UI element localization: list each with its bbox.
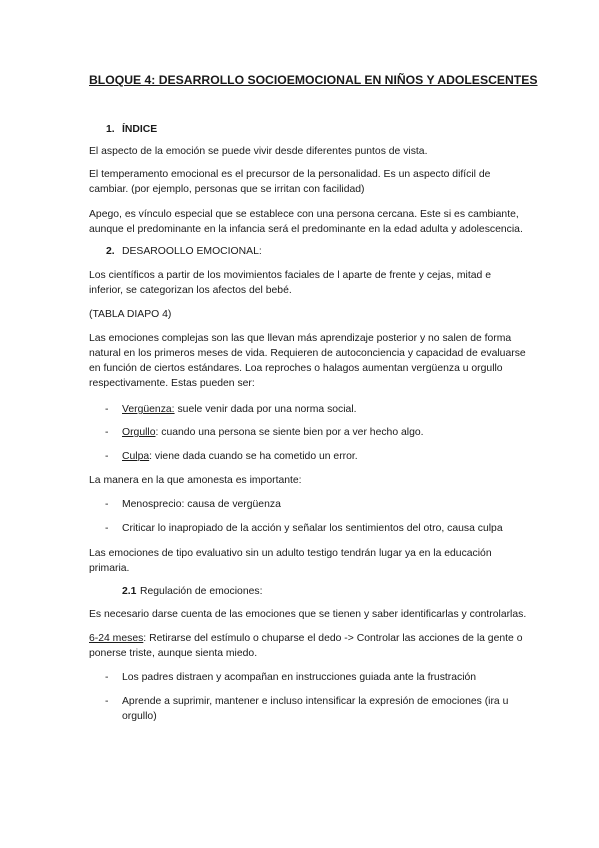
- list-term: Vergüenza:: [122, 404, 175, 415]
- paragraph-line: Las emociones complejas son las que llevan más aprendizaje posterior y no salen de forma: [89, 333, 512, 344]
- list-item: [122, 402, 357, 418]
- list-text: : cuando una persona se siente bien por a ver hecho algo.: [155, 427, 424, 438]
- paragraph: La manera en la que amonesta es importante:: [89, 475, 302, 486]
- list-bullet: -: [105, 427, 109, 438]
- list-item: Los padres distraen y acompañan en instrucciones guiada ante la frustración: [122, 672, 477, 683]
- list-term: Orgullo: [122, 427, 156, 438]
- list-bullet: -: [105, 451, 109, 462]
- paragraph-line: inferior, se categorizan los afectos del bebé.: [89, 285, 292, 296]
- list-text: : viene dada cuando se ha cometido un error.: [149, 451, 358, 462]
- list-bullet: -: [105, 499, 109, 510]
- section-2-1-number: 2.1: [122, 586, 137, 597]
- list-item: Aprende a suprimir, mantener e incluso intensificar la expresión de emociones (ira u: [122, 696, 509, 707]
- paragraph-line: respectivamente. Estas pueden ser:: [89, 378, 255, 389]
- list-item-continuation: orgullo): [122, 711, 157, 722]
- list-item: [122, 449, 358, 465]
- list-text: suele venir dada por una norma social.: [174, 404, 357, 415]
- paragraph-line: El temperamento emocional es el precursor de la personalidad. Es un aspecto difícil de: [89, 169, 491, 180]
- paragraph-line: Apego, es vínculo especial que se establece con una persona cercana. Este si es cambiante,: [89, 209, 519, 220]
- paragraph: Es necesario darse cuenta de las emociones que se tienen y saber identificarlas y controlarlas.: [89, 609, 527, 620]
- paragraph: El aspecto de la emoción se puede vivir desde diferentes puntos de vista.: [89, 146, 428, 157]
- paragraph-line: cambiar. (por ejemplo, personas que se irritan con facilidad): [89, 184, 365, 195]
- section-2-number: 2.: [106, 246, 115, 257]
- paragraph-text: : Retirarse del estímulo o chuparse el dedo -> Controlar las acciones de la gente o: [143, 633, 523, 644]
- section-2-1-heading: Regulación de emociones:: [140, 586, 263, 597]
- age-range-term: 6-24 meses: [89, 633, 144, 644]
- list-item: Menosprecio: causa de vergüenza: [122, 499, 281, 510]
- list-bullet: -: [105, 696, 109, 707]
- section-1-heading: ÍNDICE: [122, 124, 158, 135]
- list-term: Culpa: [122, 451, 150, 462]
- list-bullet: -: [105, 523, 109, 534]
- list-item: [122, 425, 424, 441]
- paragraph-line: Las emociones de tipo evaluativo sin un adulto testigo tendrán lugar ya en la educación: [89, 548, 492, 559]
- paragraph-line: aunque el predominante en la infancia será el predominante en la edad adulta y adolescencia.: [89, 224, 523, 235]
- paragraph: (TABLA DIAPO 4): [89, 309, 172, 320]
- section-1-number: 1.: [106, 124, 115, 135]
- document-title: BLOQUE 4: DESARROLLO SOCIOEMOCIONAL EN NIÑOS Y ADOLESCENTES: [89, 73, 538, 87]
- paragraph-line: natural en los primeros meses de vida. Requieren de autoconciencia y capacidad de evaluarse: [89, 348, 526, 359]
- section-2-heading: DESAROOLLO EMOCIONAL:: [122, 246, 262, 257]
- list-bullet: -: [105, 672, 109, 683]
- paragraph-line: ponerse triste, aunque sienta miedo.: [89, 648, 258, 659]
- list-bullet: -: [105, 404, 109, 415]
- paragraph-line: en función de ciertos estándares. Loa reproches o halagos aumentan vergüenza u orgullo: [89, 363, 503, 374]
- list-item: Criticar lo inapropiado de la acción y señalar los sentimientos del otro, causa culpa: [122, 523, 503, 534]
- paragraph-line: [89, 631, 522, 647]
- paragraph-line: primaria.: [89, 563, 130, 574]
- paragraph-line: Los científicos a partir de los movimientos faciales de l aparte de frente y cejas, mitad e: [89, 270, 491, 281]
